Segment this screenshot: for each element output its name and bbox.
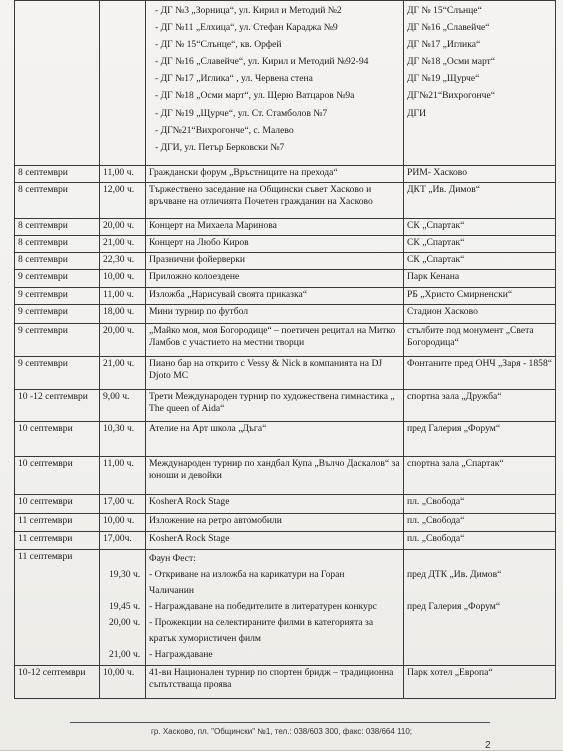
date-cell: 11 септември xyxy=(15,550,100,666)
event-cell: 41-ви Национален турнир по спортен бридж – традиционна съпътстваща проява xyxy=(146,666,404,699)
time-cell: 10,30 ч. xyxy=(100,422,146,457)
faun-item-place: пред ДТК „Ив. Димов“ xyxy=(407,569,502,580)
date-cell: 9 септември xyxy=(15,288,100,305)
time-cell: 21,00 ч. xyxy=(100,357,146,390)
time-cell: 22,30 ч. xyxy=(100,253,146,270)
spacer xyxy=(103,583,142,599)
place-cell: Фонтаните пред ОНЧ „Заря - 1858“ xyxy=(404,357,556,390)
date-cell: 8 септември xyxy=(15,236,100,253)
date-cell: 10 септември xyxy=(15,457,100,495)
place-cell: СК „Спартак“ xyxy=(404,219,556,236)
kindergarten-place-line: ДГ №17 „Иглика“ xyxy=(407,39,481,51)
schedule-row xyxy=(15,183,556,219)
date-cell xyxy=(15,1,100,166)
faun-item-place xyxy=(407,647,552,663)
faun-item-line: - Прожекции на селектираните филми в категорията за xyxy=(149,617,374,628)
time-cell: 10,00 ч. xyxy=(100,514,146,532)
date-cell: 9 септември xyxy=(15,357,100,390)
faun-item-time: 21,00 ч. xyxy=(109,649,141,660)
place-cell xyxy=(404,550,556,666)
date-cell: 8 септември xyxy=(15,166,100,183)
time-cell xyxy=(100,1,146,166)
kindergarten-event-line: - ДГ №16 „Славейче“, ул. Кирил и Методий №92-94 xyxy=(155,56,369,68)
kindergarten-event-line: - ДГ №11 „Елхица“, ул. Стефан Караджа №9 xyxy=(155,22,338,34)
date-cell: 11 септември xyxy=(15,514,100,532)
place-cell: Парк хотел „Европа“ xyxy=(404,666,556,699)
kindergarten-event-line: - ДГ №17 „Иглика“ , ул. Червена стена xyxy=(155,73,313,85)
event-cell: „Майко моя, моя Богородице“ – поетичен рецитал на Митко Ламбов с участието на местни творци xyxy=(146,324,404,357)
schedule-row xyxy=(15,166,556,183)
event-cell: KosherA Rock Stage xyxy=(146,495,404,514)
page-number: 2 xyxy=(485,740,491,751)
date-cell: 10 -12 септември xyxy=(15,390,100,422)
date-cell: 8 септември xyxy=(15,183,100,219)
kindergarten-place-line: ДГ №16 „Славейче“ xyxy=(407,22,490,34)
faun-item-place xyxy=(407,615,552,631)
footer-address: гр. Хасково, пл. "Общински" №1, тел.: 038/603 300, факс: 038/664 110; xyxy=(151,727,412,736)
faun-item-line: - Откриване на изложба на карикатури на Горан xyxy=(149,569,345,580)
event-cell: Изложба „Нарисувай своята приказка“ xyxy=(146,288,404,305)
spacer xyxy=(407,631,552,647)
event-cell: Приложно колоездене xyxy=(146,270,404,288)
place-cell: СК „Спартак“ xyxy=(404,253,556,270)
faun-item-place: пред Галерия „Форум“ xyxy=(407,601,501,612)
kindergarten-event-line: - ДГ № 15“Слънце“, кв. Орфей xyxy=(155,39,282,51)
event-cell: Тържествено заседание на Общински съвет Хасково и връчване на отличията Почетен гражданин на Хасково xyxy=(146,183,404,219)
place-cell: пред Галерия „Форум“ xyxy=(404,422,556,457)
time-cell: 20,00 ч. xyxy=(100,324,146,357)
time-cell: 10,00 ч. xyxy=(100,270,146,288)
place-cell: РБ „Христо Смирненски“ xyxy=(404,288,556,305)
time-cell: 20,00 ч. xyxy=(100,219,146,236)
time-cell: 17,00 ч. xyxy=(100,495,146,514)
event-cell xyxy=(146,1,404,166)
schedule-row xyxy=(15,390,556,422)
time-cell: 18,00 ч. xyxy=(100,305,146,324)
event-cell xyxy=(146,550,404,666)
kindergarten-place-line: ДГ №19 „Щурче“ xyxy=(407,73,480,85)
date-cell: 10 септември xyxy=(15,495,100,514)
date-cell: 9 септември xyxy=(15,305,100,324)
place-cell: спортна зала „Дружба“ xyxy=(404,390,556,422)
faun-fest-title: Фаун Фест: xyxy=(149,553,196,564)
kindergarten-event-line: - ДГ№21“Вихрогонче“, с. Малево xyxy=(155,124,294,136)
faun-item-time: 19,30 ч. xyxy=(109,569,141,580)
place-cell: стълбите под монумент „Света Богородица“ xyxy=(404,324,556,357)
place-cell: СК „Спартак“ xyxy=(404,236,556,253)
schedule-row xyxy=(15,288,556,305)
kindergarten-place-line: ДГ№21“Вихрогонче“ xyxy=(407,90,495,102)
schedule-row xyxy=(15,422,556,457)
kindergarten-place-line: ДГ №18 „Осми март“ xyxy=(407,56,496,68)
faun-item-line: кратък хумористичен филм xyxy=(149,633,261,644)
place-cell xyxy=(404,1,556,166)
faun-item-time: 19,45 ч. xyxy=(109,601,141,612)
kindergarten-event-line: - ДГИ, ул. Петър Берковски №7 xyxy=(155,141,285,153)
date-cell: 10 септември xyxy=(15,422,100,457)
faun-item-time: 20,00 ч. xyxy=(109,617,141,628)
schedule-row xyxy=(15,357,556,390)
event-cell: KosherA Rock Stage xyxy=(146,532,404,550)
schedule-row xyxy=(15,514,556,532)
spacer xyxy=(103,551,142,567)
event-cell: Международен турнир по хандбал Купа „Вълчо Даскалов“ за юноши и девойки xyxy=(146,457,404,495)
time-cell: 17,00ч. xyxy=(100,532,146,550)
event-cell: Ателие на Арт школа „Дъга“ xyxy=(146,422,404,457)
event-cell: Пиано бар на открито с Vessy & Nick в компанията на DJ Djoto MC xyxy=(146,357,404,390)
time-cell: 11,00 ч. xyxy=(100,166,146,183)
place-cell: ДКТ „Ив. Димов“ xyxy=(404,183,556,219)
event-cell: Концерт на Любо Киров xyxy=(146,236,404,253)
time-cell: 12,00 ч. xyxy=(100,183,146,219)
time-cell: 10,00 ч. xyxy=(100,666,146,699)
event-cell: Празнични фойерверки xyxy=(146,253,404,270)
schedule-table xyxy=(14,0,556,699)
schedule-row xyxy=(15,457,556,495)
schedule-row xyxy=(15,532,556,550)
faun-fest-row xyxy=(15,550,556,666)
time-cell: 21,00 ч. xyxy=(100,236,146,253)
schedule-row xyxy=(15,324,556,357)
event-cell: Концерт на Михаела Маринова xyxy=(146,219,404,236)
faun-item-line: Чаличанин xyxy=(149,585,194,596)
kindergarten-place-line: ДГИ xyxy=(407,107,427,119)
kindergarten-place-line: ДГ № 15“Слънце“ xyxy=(407,5,482,16)
place-cell: Стадион Хасково xyxy=(404,305,556,324)
event-cell: Трети Международен турнир по художествена гимнастика „ The queen of Aida“ xyxy=(146,390,404,422)
time-cell xyxy=(100,550,146,666)
schedule-row xyxy=(15,253,556,270)
kindergarten-row xyxy=(15,1,556,166)
schedule-row xyxy=(15,495,556,514)
place-cell: пл. „Свобода“ xyxy=(404,514,556,532)
place-cell: Парк Кенана xyxy=(404,270,556,288)
spacer xyxy=(103,631,142,647)
event-cell: Изложение на ретро автомобили xyxy=(146,514,404,532)
date-cell: 9 септември xyxy=(15,324,100,357)
place-cell: пл. „Свобода“ xyxy=(404,495,556,514)
kindergarten-event-line: - ДГ №18 „Осми март“, ул. Щерю Ватцаров №9а xyxy=(155,90,355,102)
time-cell: 9,00 ч. xyxy=(100,390,146,422)
place-cell: РИМ- Хасково xyxy=(404,166,556,183)
schedule-row xyxy=(15,305,556,324)
footer-divider xyxy=(70,722,490,723)
place-cell: спортна зала „Спартак“ xyxy=(404,457,556,495)
kindergarten-event-line: - ДГ №19 „Щурче“, ул. Ст. Стамболов №7 xyxy=(155,107,328,119)
date-cell: 8 септември xyxy=(15,219,100,236)
time-cell: 11,00 ч. xyxy=(100,457,146,495)
date-cell: 11 септември xyxy=(15,532,100,550)
spacer xyxy=(407,551,552,567)
date-cell: 10-12 септември xyxy=(15,666,100,699)
time-cell: 11,00 ч. xyxy=(100,288,146,305)
date-cell: 9 септември xyxy=(15,270,100,288)
schedule-row xyxy=(15,666,556,699)
event-cell: Граждански форум „Връстниците на прехода“ xyxy=(146,166,404,183)
schedule-row xyxy=(15,219,556,236)
schedule-row xyxy=(15,236,556,253)
place-cell: пл. „Свобода“ xyxy=(404,532,556,550)
spacer xyxy=(407,583,552,599)
kindergarten-event-line: - ДГ №3 „Зорница“, ул. Кирил и Методий №2 xyxy=(155,5,342,16)
date-cell: 8 септември xyxy=(15,253,100,270)
schedule-row xyxy=(15,270,556,288)
faun-item-line: - Награждаване xyxy=(149,649,213,660)
event-cell: Мини турнир по футбол xyxy=(146,305,404,324)
faun-item-line: - Награждаване на победителите в литературен конкурс xyxy=(149,601,377,612)
